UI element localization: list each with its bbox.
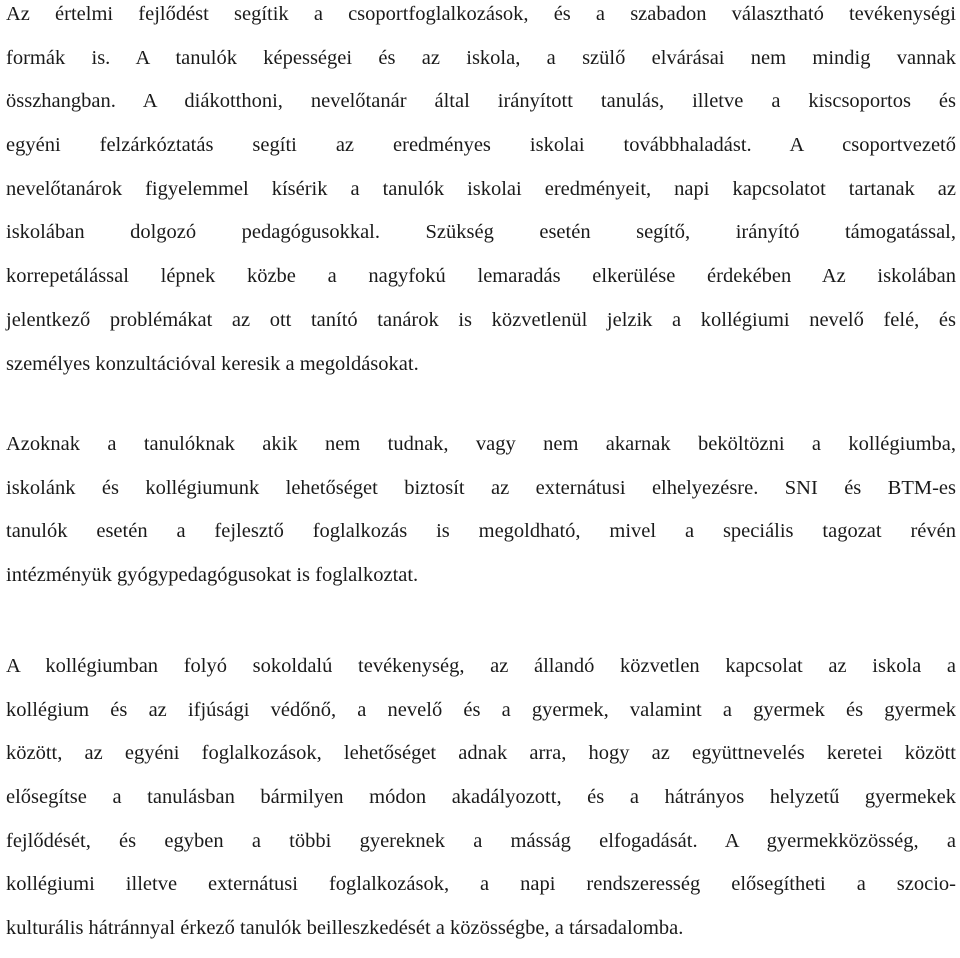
text-line: Azoknak a tanulóknak akik nem tudnak, vagy nem akarnak beköltözni a kollégiumba, bbox=[6, 433, 956, 455]
text-line: kulturális hátránnyal érkező tanulók beilleszkedését a közösségbe, a társadalomba. bbox=[6, 917, 684, 940]
text-line: egyéni felzárkóztatás segíti az eredményes iskolai továbbhaladást. A csoportvezető bbox=[6, 134, 956, 157]
text-line: kollégium és az ifjúsági védőnő, a nevelő és a gyermek, valamint a gyermek és gyermek bbox=[6, 698, 956, 721]
text-line: iskolánk és kollégiumunk lehetőséget biztosít az externátusi elhelyezésre. SNI és BTM-es bbox=[6, 476, 956, 499]
paragraph-academic-support bbox=[6, 0, 956, 393]
text-line: fejlődését, és egyben a többi gyereknek a másság elfogadását. A gyermekközösség, a bbox=[6, 829, 956, 852]
text-line: iskolában dolgozó pedagógusokkal. Szükség esetén segítő, irányító támogatással, bbox=[6, 221, 956, 244]
text-line: intézményük gyógypedagógusokat is foglalkoztat. bbox=[6, 564, 419, 587]
text-line: tanulók esetén a fejlesztő foglalkozás is megoldható, mivel a speciális tagozat révén bbox=[6, 520, 956, 543]
text-line: között, az egyéni foglalkozások, lehetőséget adnak arra, hogy az együttnevelés keretei között bbox=[6, 742, 956, 765]
text-line: személyes konzultációval keresik a megoldásokat. bbox=[6, 352, 419, 375]
text-line: jelentkező problémákat az ott tanító tanárok is közvetlenül jelzik a kollégiumi nevelő felé, és bbox=[6, 308, 956, 331]
text-line: kollégiumi illetve externátusi foglalkozások, a napi rendszeresség elősegítheti a szocio- bbox=[6, 873, 956, 896]
text-line: nevelőtanárok figyelemmel kísérik a tanulók iskolai eredményeit, napi kapcsolatot tartanak az bbox=[6, 177, 956, 200]
text-line: korrepetálással lépnek közbe a nagyfokú lemaradás elkerülése érdekében Az iskolában bbox=[6, 265, 956, 288]
text-line: A kollégiumban folyó sokoldalú tevékenység, az állandó közvetlen kapcsolat az iskola a bbox=[6, 655, 956, 677]
text-line: összhangban. A diákotthoni, nevelőtanár által irányított tanulás, illetve a kiscsoportos és bbox=[6, 90, 956, 113]
paragraph-community bbox=[6, 652, 956, 958]
document-page bbox=[6, 0, 956, 940]
text-line: Az értelmi fejlődést segítik a csoportfoglalkozások, és a szabadon választható tevékenységi bbox=[6, 3, 956, 25]
text-line: formák is. A tanulók képességei és az iskola, a szülő elvárásai nem mindig vannak bbox=[6, 46, 956, 69]
text-line: elősegítse a tanulásban bármilyen módon akadályozott, és a hátrányos helyzetű gyermekek bbox=[6, 786, 956, 809]
paragraph-externat bbox=[6, 430, 956, 605]
